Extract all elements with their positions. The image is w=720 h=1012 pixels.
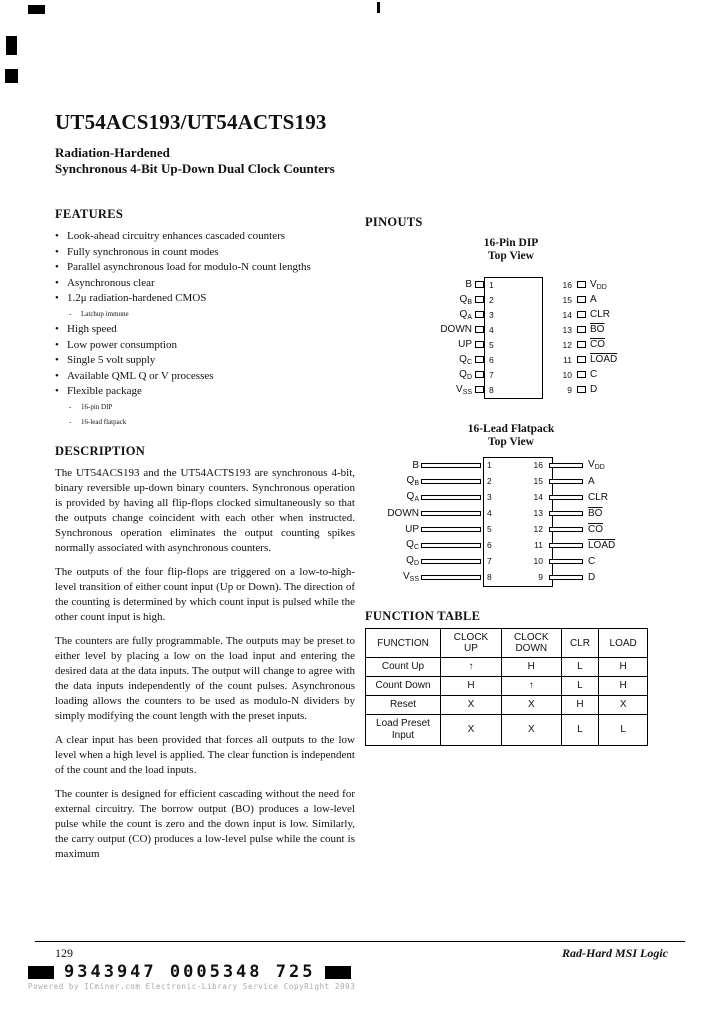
dip-pin-box [475,281,484,288]
dip-pin-number: 3 [489,309,494,320]
registration-mark [377,2,380,13]
description-paragraph: The counter is designed for efficient cascading without the need for external circuitry. The borrow output (BO) produces a low-level pulse while the count is zero and the down input is low. Similarly, the carry output (CO) produces a low-level pulse while the count is maximum [55,787,355,860]
flatpack-pin-number: 9 [538,572,543,582]
registration-mark [6,36,17,55]
subtitle-line2: Synchronous 4-Bit Up-Down Dual Clock Counters [55,161,335,176]
dip-pin-box [475,326,484,333]
dip-pin-number: 7 [489,369,494,380]
description-paragraph: The UT54ACS193 and the UT54ACTS193 are synchronous 4-bit, binary reversible up-down binary counters. Synchronous operation is provided by having all flip-flops clocked simultaneously so that the outputs change coincident with each other when instructed. Synchronous operation eliminates the output counting spikes normally associated with asynchronous counters. [55,466,355,554]
flatpack-pin-row [383,473,645,489]
flatpack-pin-label-left [383,555,421,567]
pin-label: UP [458,339,472,350]
feature-bullet: • [55,354,59,366]
function-table-column-header: FUNCTION [366,629,441,658]
pin-label: $V_{SS}$ [402,571,419,583]
pin-label: DOWN [440,324,472,335]
feature-item [55,276,355,292]
pin-label: $V_{DD}$ [590,278,607,291]
dip-diagram [413,277,648,397]
feature-item [55,353,355,369]
function-table-function-cell: Load Preset Input [366,715,441,746]
dip-pin-box [577,371,586,378]
flatpack-pin-label-left [383,539,421,551]
feature-bullet: • [55,338,59,351]
flatpack-pin-number: 11 [534,540,543,550]
dip-pin-number: 14 [562,309,572,320]
flatpack-pin-label-left [383,475,421,487]
pin-label: CLR [588,491,609,503]
feature-text: Flexible package [67,385,142,397]
function-table-column-header: CLR [561,629,599,658]
dip-pin-box [475,371,484,378]
flatpack-lead [421,527,481,532]
dip-pin-row [413,322,648,337]
dip-pin-number: 8 [489,384,494,395]
flatpack-pin-number: 7 [487,556,492,566]
feature-text: Latchup immune [81,309,129,318]
feature-text: 1.2μ radiation-hardened CMOS [67,292,207,304]
feature-text: Look-ahead circuitry enhances cascaded counters [67,230,286,242]
dip-pin-label-left [413,294,475,306]
function-table-cell: ↑ [441,658,502,677]
flatpack-rows [383,457,645,585]
function-table-cell: X [502,696,562,715]
feature-text: Parallel asynchronous load for modulo-N count lengths [67,261,311,273]
feature-bullet: - [69,309,72,318]
flatpack-pin-label-left [383,571,421,583]
footer-brand: Rad-Hard MSI Logic [561,946,668,960]
dip-pin-row [413,337,648,352]
feature-bullet: - [69,418,72,426]
dip-pin-label-right [586,354,648,365]
pin-label: $Q_A$ [406,491,419,503]
dip-pin-row [413,292,648,307]
pin-label: UP [405,523,419,535]
function-table-body [366,658,648,746]
function-table-cell: H [502,658,562,677]
dip-pin-label-right [586,309,648,320]
flatpack-pin-label-right [583,492,645,503]
function-table-cell: X [599,696,648,715]
feature-item [55,369,355,385]
barcode-row [28,962,351,982]
flatpack-pin-number: 5 [487,524,492,534]
feature-bullet: • [55,323,59,335]
feature-item [55,260,355,276]
dip-title: 16-Pin DIP [483,237,539,249]
flatpack-pin-label-right [583,524,645,535]
flatpack-lead [421,463,481,468]
flatpack-pin-number: 10 [533,556,543,566]
dip-rows [413,277,648,397]
flatpack-pin-number: 13 [533,508,543,518]
feature-bullet: • [55,230,59,242]
flatpack-lead [421,559,481,564]
flatpack-lead [549,495,583,500]
function-table-cell: L [561,658,599,677]
pin-label: $\overline{CO}$ [588,523,603,535]
dip-pin-number: 6 [489,354,494,365]
dip-pin-box [577,326,586,333]
feature-text: Available QML Q or V processes [67,369,214,382]
dip-pin-row [413,352,648,367]
function-table-cell: X [441,696,502,715]
pin-label: C [588,555,596,567]
function-table-row [366,677,648,696]
dip-pin-label-right [586,279,648,291]
flatpack-lead [549,543,583,548]
pin-label: CLR [590,309,611,320]
dip-pin-label-left [413,354,475,366]
pinouts-heading: PINOUTS [365,215,423,229]
pin-label: A [590,294,597,305]
function-table-function-cell: Reset [366,696,441,715]
flatpack-pin-number: 4 [487,508,492,518]
flatpack-pin-row [383,569,645,585]
pin-label: $\overline{CO}$ [590,339,605,350]
pin-label: $Q_D$ [459,368,472,381]
features-section [55,207,355,431]
dip-pin-box [475,341,484,348]
flatpack-pin-row [383,489,645,505]
function-table-header-row [366,629,648,658]
feature-bullet: • [55,261,59,273]
pin-label: A [588,475,595,487]
subtitle-line1: Radiation-Hardened [55,145,170,160]
flatpack-pin-row [383,457,645,473]
pin-label: DOWN [387,507,419,519]
function-table-column-header: CLOCK DOWN [502,629,562,658]
dip-pin-row [413,307,648,322]
flatpack-pin-number: 6 [487,540,492,550]
pin-label: $\overline{BO}$ [588,507,603,519]
flatpack-lead [549,575,583,580]
description-section [55,444,355,862]
flatpack-pin-label-right [583,540,645,551]
feature-item [55,322,355,338]
function-table-cell: ↑ [502,677,562,696]
flatpack-pin-number: 3 [487,492,492,502]
flatpack-lead [421,543,481,548]
pin-label: $V_{DD}$ [588,459,605,471]
feature-item [69,400,355,416]
function-table-cell: H [561,696,599,715]
dip-pin-label-right [586,369,648,380]
dip-pin-label-left [413,309,475,321]
dip-pin-number: 2 [489,294,494,305]
flatpack-pin-label-left [383,460,421,471]
dip-pin-label-left [413,369,475,381]
feature-bullet: • [55,245,59,258]
flatpack-pin-number: 2 [487,476,492,486]
pin-label: LOAD [588,539,616,551]
feature-item [69,415,355,431]
flatpack-pin-number: 8 [487,572,492,582]
dip-pin-label-right [586,384,648,395]
dip-pin-label-left [413,384,475,396]
pin-label: $Q_B$ [406,475,419,487]
dip-pin-number: 1 [489,279,494,290]
pin-label: B [412,459,419,471]
function-table-cell: H [441,677,502,696]
barcode-text: 9343947 0005348 725 [64,962,316,982]
feature-text: 16-lead flatpack [81,418,127,426]
feature-item [55,245,355,261]
feature-text: Low power consumption [67,338,177,351]
function-table-function-cell: Count Up [366,658,441,677]
pin-label: $V_{SS}$ [455,383,472,396]
flatpack-subtitle: Top View [488,436,534,448]
dip-pin-box [577,386,586,393]
features-heading: FEATURES [55,207,124,221]
description-paragraphs [55,466,355,862]
function-table-row [366,715,648,746]
feature-bullet: - [69,402,72,411]
feature-bullet: • [55,385,59,397]
flatpack-pin-label-left [383,491,421,503]
dip-pin-number: 11 [563,354,572,365]
function-table-cell: X [441,715,502,746]
flatpack-pin-label-right [583,476,645,487]
pin-label: $\overline{BO}$ [590,324,605,335]
flatpack-pin-number: 12 [533,524,543,534]
function-table-cell: X [502,715,562,746]
description-paragraph: The counters are fully programmable. The outputs may be preset to either level by placing a low on the load input and entering the desired data at the data inputs. The output will change to agree with the data inputs independently of the count pulses. Asynchronous loading allows the counters to be used as modulo-N dividers by simply modifying the count length with the preset inputs. [55,634,355,722]
barcode-block-right [325,966,351,979]
dip-pin-number: 10 [562,369,572,380]
dip-pin-box [475,296,484,303]
dip-pin-box [475,311,484,318]
flatpack-pin-label-right [583,508,645,519]
flatpack-pin-label-right [583,459,645,471]
dip-pin-number: 12 [562,339,572,350]
flatpack-pin-number: 16 [533,460,543,470]
feature-item [55,338,355,354]
flatpack-diagram [383,457,645,585]
dip-pin-box [577,296,586,303]
flatpack-pin-row [383,521,645,537]
flatpack-lead [421,479,481,484]
flatpack-pin-number: 1 [487,460,492,470]
registration-mark [28,5,45,14]
feature-text: Single 5 volt supply [67,354,156,366]
flatpack-pin-number: 14 [533,492,543,502]
registration-mark [5,69,18,83]
page-number: 129 [55,946,73,960]
function-table-cell: H [599,658,648,677]
function-table-cell: H [599,677,648,696]
feature-item [55,229,355,245]
features-list [55,229,355,431]
page-title: UT54ACS193/UT54ACTS193 [55,110,327,134]
feature-bullet: • [55,369,59,382]
feature-item [69,307,355,323]
feature-bullet: • [55,276,59,289]
dip-pin-number: 4 [489,324,494,335]
dip-pin-number: 9 [567,384,572,395]
flatpack-lead [549,511,583,516]
function-table [365,628,648,746]
flatpack-lead [549,463,583,468]
pin-label: $Q_D$ [406,555,419,567]
barcode-block-left [28,966,54,979]
pin-label: C [590,369,598,380]
dip-pin-label-right [586,324,648,335]
dip-pin-label-left [413,279,475,290]
description-heading: DESCRIPTION [55,443,146,458]
feature-text: High speed [67,323,117,335]
dip-pin-box [577,281,586,288]
flatpack-lead [549,479,583,484]
function-table-column-header: LOAD [599,629,648,658]
dip-pin-box [577,356,586,363]
dip-pin-box [475,386,484,393]
flatpack-title: 16-Lead Flatpack [467,423,555,435]
dip-pin-number: 16 [562,279,572,290]
function-table-row [366,696,648,715]
feature-item [55,384,355,400]
flatpack-lead [421,575,481,580]
dip-pin-label-right [586,339,648,350]
function-table-row [366,658,648,677]
pin-label: $Q_C$ [406,539,419,551]
flatpack-pin-label-right [583,572,645,583]
dip-pin-label-right [586,294,648,305]
feature-text: Fully synchronous in count modes [67,245,219,258]
scan-watermark: Powered by ICminer.com Electronic-Library Service CopyRight 2003 [28,982,356,991]
feature-text: Asynchronous clear [67,276,155,289]
dip-pin-number: 15 [562,294,572,305]
pin-label: B [465,279,472,290]
flatpack-lead [421,511,481,516]
pin-label: $Q_A$ [459,308,472,321]
dip-pin-number: 5 [489,339,494,350]
flatpack-lead [421,495,481,500]
dip-pin-box [577,341,586,348]
pin-label: $Q_C$ [459,353,472,366]
feature-bullet: • [55,292,59,304]
pin-label: D [590,384,598,395]
dip-pin-box [577,311,586,318]
flatpack-pin-row [383,537,645,553]
right-column [365,215,657,746]
dip-pin-box [475,356,484,363]
dip-pin-label-left [413,324,475,335]
function-table-cell: L [561,715,599,746]
function-table-function-cell: Count Down [366,677,441,696]
feature-item [55,291,355,307]
flatpack-lead [549,527,583,532]
description-paragraph: The outputs of the four flip-flops are triggered on a low-to-high-level transition of either count input (Up or Down). The direction of the counting is determined by which count input is pulsed while the other count input is high. [55,565,355,623]
function-table-column-header: CLOCK UP [441,629,502,658]
function-table-cell: L [599,715,648,746]
left-column [55,110,355,871]
flatpack-pin-label-left [383,508,421,519]
flatpack-pin-label-left [383,524,421,535]
feature-text: 16-pin DIP [81,402,113,411]
pin-label: LOAD [590,354,618,365]
function-table-heading: FUNCTION TABLE [365,609,481,623]
dip-pin-row [413,367,648,382]
flatpack-lead [549,559,583,564]
description-paragraph: A clear input has been provided that forces all outputs to the low level when a high level is applied. The clear function is independent of the count and the load inputs. [55,733,355,776]
pin-label: D [588,571,596,583]
dip-pin-number: 13 [562,324,572,335]
dip-subtitle: Top View [488,250,534,262]
flatpack-pin-row [383,553,645,569]
dip-pin-row [413,277,648,292]
dip-pin-label-left [413,339,475,350]
flatpack-pin-row [383,505,645,521]
pin-label: $Q_B$ [459,293,472,306]
flatpack-pin-number: 15 [533,476,543,486]
footer-rule [35,941,685,942]
flatpack-pin-label-right [583,556,645,567]
function-table-section [365,609,657,746]
function-table-cell: L [561,677,599,696]
dip-pin-row [413,382,648,397]
